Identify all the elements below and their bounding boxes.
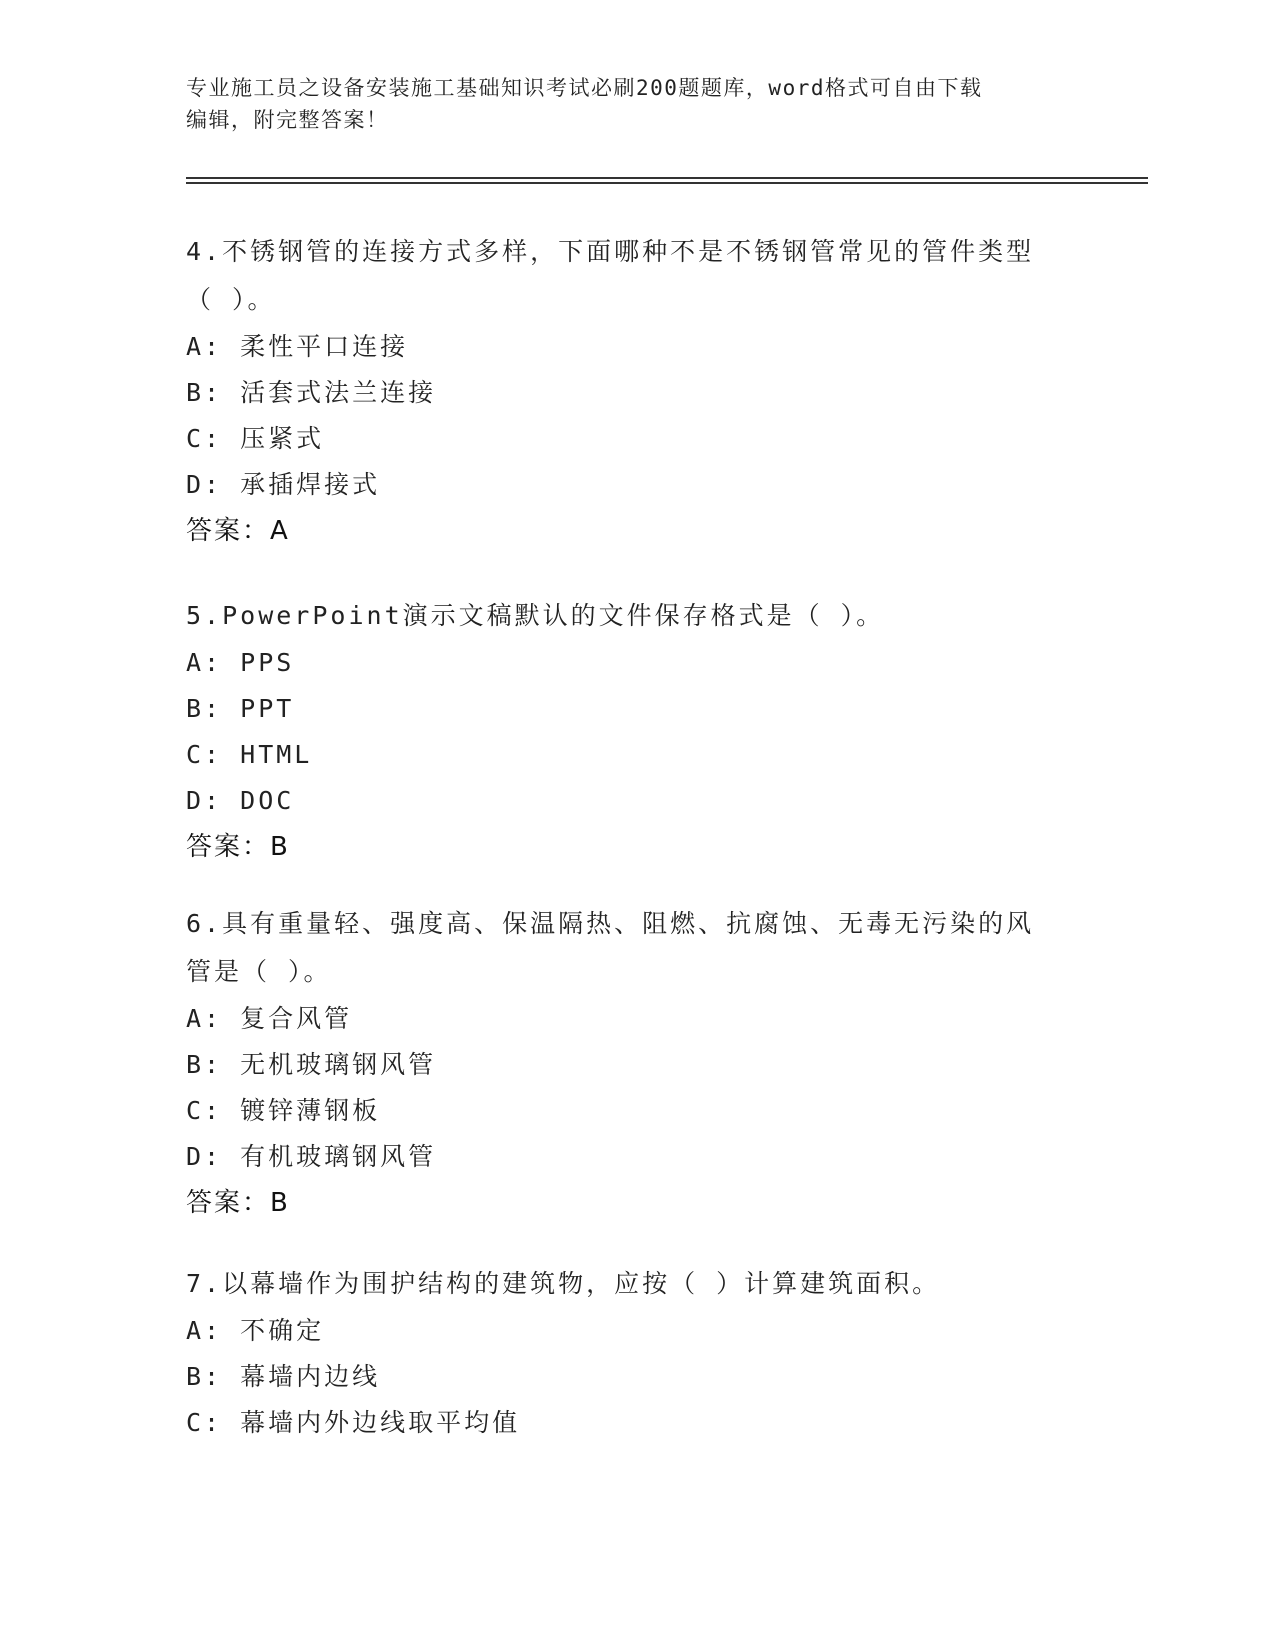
option-b: B: 幕墙内边线 — [186, 1362, 381, 1391]
option-c: C: 幕墙内外边线取平均值 — [186, 1408, 521, 1437]
header-divider-bottom — [186, 182, 1148, 184]
option-d: D: 有机玻璃钢风管 — [186, 1142, 437, 1171]
option-a: A: 复合风管 — [186, 1004, 353, 1033]
option-a: A: 不确定 — [186, 1316, 325, 1345]
answer-label: 答案：A — [186, 516, 290, 546]
option-b: B: 活套式法兰连接 — [186, 378, 437, 407]
question-block — [186, 228, 1086, 554]
option-d: D: 承插焊接式 — [186, 470, 381, 499]
option-c: C: 镀锌薄钢板 — [186, 1096, 381, 1125]
question-stem-continued: （ ）。 — [186, 285, 276, 314]
answer-label: 答案：B — [186, 1188, 290, 1218]
question-stem: 6.具有重量轻、强度高、保温隔热、阻燃、抗腐蚀、无毒无污染的风 — [186, 909, 1035, 938]
option-b: B: 无机玻璃钢风管 — [186, 1050, 437, 1079]
question-stem: 7.以幕墙作为围护结构的建筑物，应按（ ）计算建筑面积。 — [186, 1269, 941, 1298]
header-line-1: 专业施工员之设备安装施工基础知识考试必刷200题题库，word格式可自由下载 — [186, 76, 983, 100]
header-divider-top — [186, 177, 1148, 179]
option-a: A: 柔性平口连接 — [186, 332, 409, 361]
document-header — [186, 72, 1086, 136]
option-b: B: PPT — [186, 694, 295, 723]
question-stem: 5.PowerPoint演示文稿默认的文件保存格式是（ ）。 — [186, 601, 885, 630]
question-block — [186, 592, 1086, 870]
option-a: A: PPS — [186, 648, 295, 677]
question-stem: 4.不锈钢管的连接方式多样，下面哪种不是不锈钢管常见的管件类型 — [186, 237, 1035, 266]
answer-label: 答案：B — [186, 832, 290, 862]
option-d: D: DOC — [186, 786, 295, 815]
question-stem-continued: 管是（ ）。 — [186, 957, 332, 986]
option-c: C: 压紧式 — [186, 424, 325, 453]
header-line-2: 编辑，附完整答案！ — [186, 108, 389, 132]
question-block — [186, 1260, 1086, 1446]
question-block — [186, 900, 1086, 1226]
option-c: C: HTML — [186, 740, 313, 769]
